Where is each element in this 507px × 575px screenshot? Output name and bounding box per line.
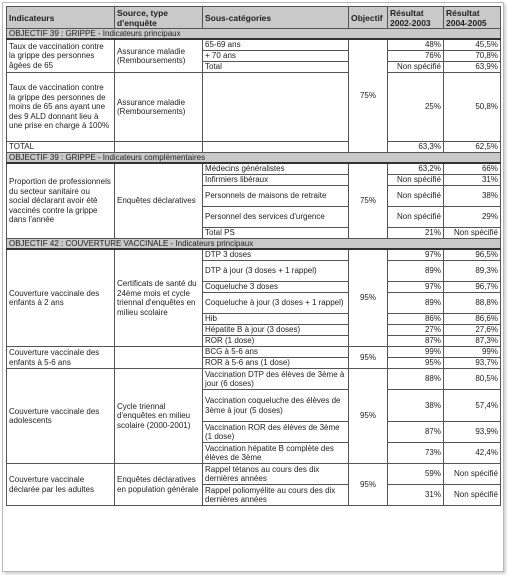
section-title: OBJECTIF 39 : GRIPPE - Indicateurs principaux bbox=[7, 29, 501, 40]
objective-cell: 75% bbox=[349, 163, 388, 239]
header-sous-categories: Sous-catégories bbox=[203, 7, 349, 29]
result-2004-cell: 63,9% bbox=[444, 62, 501, 73]
subcategory-cell: Coqueluche 3 doses bbox=[203, 282, 349, 293]
table-frame bbox=[2, 2, 504, 572]
result-2002-cell: 97% bbox=[388, 249, 444, 261]
source-cell: Cycle triennal d'enquêtes en milieu scolaire (2000-2001) bbox=[115, 369, 203, 464]
header-resultat-2002: Résultat 2002-2003 bbox=[388, 7, 444, 29]
indicators-table bbox=[6, 6, 501, 506]
result-2002-cell: 31% bbox=[388, 485, 444, 506]
result-2002-cell: 27% bbox=[388, 325, 444, 336]
header-indicateurs: Indicateurs bbox=[7, 7, 115, 29]
indicator-cell: Proportion de professionnels du secteur sanitaire ou social déclarant avoir été vaccinés contre la grippe dans l'année bbox=[7, 163, 115, 239]
result-2004-cell: 93,9% bbox=[444, 422, 501, 443]
subcategory-cell: Total bbox=[203, 62, 349, 73]
result-2004-cell: 27,6% bbox=[444, 325, 501, 336]
subcategory-cell: Vaccination DTP des élèves de 3ème à jour (6 doses) bbox=[203, 369, 349, 390]
indicator-cell: Taux de vaccination contre la grippe des personnes âgées de 65 bbox=[7, 39, 115, 73]
result-2004-cell: Non spécifié bbox=[444, 228, 501, 239]
indicator-cell: Couverture vaccinale des enfants à 2 ans bbox=[7, 249, 115, 347]
header-row bbox=[7, 7, 501, 29]
indicator-cell: Couverture vaccinale des enfants à 5-6 ans bbox=[7, 347, 115, 369]
source-cell bbox=[115, 347, 203, 369]
objective-cell: 95% bbox=[349, 369, 388, 464]
result-2004-cell: 29% bbox=[444, 207, 501, 228]
result-2004-cell: 87,3% bbox=[444, 336, 501, 347]
subcategory-cell: Total PS bbox=[203, 228, 349, 239]
table-row bbox=[7, 163, 501, 175]
table-row bbox=[7, 347, 501, 358]
subcategory-cell: Infirmiers libéraux bbox=[203, 175, 349, 186]
header-objectif: Objectif bbox=[349, 7, 388, 29]
result-2004-cell: 66% bbox=[444, 163, 501, 175]
objective-cell: 95% bbox=[349, 347, 388, 369]
subcategory-cell: Hib bbox=[203, 314, 349, 325]
subcategory-cell: Rappel tétanos au cours des dix dernières années bbox=[203, 464, 349, 485]
table-row bbox=[7, 369, 501, 390]
result-2002-cell: 89% bbox=[388, 261, 444, 282]
section-row bbox=[7, 29, 501, 40]
result-2002-cell: 87% bbox=[388, 422, 444, 443]
result-2004-cell: 86,6% bbox=[444, 314, 501, 325]
result-2004-cell: 50,8% bbox=[444, 73, 501, 142]
result-2002-cell: 88% bbox=[388, 369, 444, 390]
subcategory-cell: Hépatite B à jour (3 doses) bbox=[203, 325, 349, 336]
subcategory-cell: Vaccination hépatite B complète des élèves de 3ème bbox=[203, 443, 349, 464]
subcategory-cell: BCG à 5-6 ans bbox=[203, 347, 349, 358]
section-title: OBJECTIF 42 : COUVERTURE VACCINALE - Indicateurs principaux bbox=[7, 239, 501, 250]
header-resultat-2004: Résultat 2004-2005 bbox=[444, 7, 501, 29]
result-2004-cell: 70,8% bbox=[444, 51, 501, 62]
result-2004-cell: 89,3% bbox=[444, 261, 501, 282]
result-2002-cell: Non spécifié bbox=[388, 207, 444, 228]
subcategory-cell: Vaccination coqueluche des élèves de 3ème à jour (5 doses) bbox=[203, 390, 349, 422]
subcategory-cell: Rappel poliomyélite au cours des dix dernières années bbox=[203, 485, 349, 506]
indicator-cell: Couverture vaccinale des adolescents bbox=[7, 369, 115, 464]
table-row bbox=[7, 39, 501, 51]
result-2004-cell: 99% bbox=[444, 347, 501, 358]
result-2004-cell: 42,4% bbox=[444, 443, 501, 464]
result-2004-cell: 88,8% bbox=[444, 293, 501, 314]
empty-cell bbox=[115, 142, 203, 153]
result-2002-cell: 73% bbox=[388, 443, 444, 464]
result-2004-cell: 62,5% bbox=[444, 142, 501, 153]
result-2002-cell: 99% bbox=[388, 347, 444, 358]
subcategory-cell: DTP à jour (3 doses + 1 rappel) bbox=[203, 261, 349, 282]
subcategory-cell: 65-69 ans bbox=[203, 39, 349, 51]
objective-cell: 95% bbox=[349, 464, 388, 506]
table-row bbox=[7, 73, 501, 142]
result-2002-cell: 48% bbox=[388, 39, 444, 51]
result-2004-cell: 96,7% bbox=[444, 282, 501, 293]
subcategory-cell: Personnels de maisons de retraite bbox=[203, 186, 349, 207]
result-2002-cell: 63,3% bbox=[388, 142, 444, 153]
result-2002-cell: 86% bbox=[388, 314, 444, 325]
section-row bbox=[7, 239, 501, 250]
result-2002-cell: Non spécifié bbox=[388, 186, 444, 207]
result-2004-cell: 31% bbox=[444, 175, 501, 186]
result-2002-cell: 25% bbox=[388, 73, 444, 142]
source-cell: Assurance maladie (Remboursements) bbox=[115, 39, 203, 73]
source-cell: Enquêtes déclaratives bbox=[115, 163, 203, 239]
source-cell: Certificats de santé du 24ème mois et cycle triennal d'enquêtes en milieu scolaire bbox=[115, 249, 203, 347]
subcategory-cell: DTP 3 doses bbox=[203, 249, 349, 261]
result-2004-cell: 38% bbox=[444, 186, 501, 207]
result-2004-cell: 57,4% bbox=[444, 390, 501, 422]
section-row bbox=[7, 153, 501, 164]
result-2002-cell: 76% bbox=[388, 51, 444, 62]
total-label: TOTAL bbox=[7, 142, 115, 153]
result-2002-cell: 89% bbox=[388, 293, 444, 314]
result-2004-cell: Non spécifié bbox=[444, 464, 501, 485]
source-cell: Enquêtes déclaratives en population générale bbox=[115, 464, 203, 506]
result-2004-cell: 80,5% bbox=[444, 369, 501, 390]
result-2002-cell: 59% bbox=[388, 464, 444, 485]
subcategory-cell: Personnel des services d'urgence bbox=[203, 207, 349, 228]
empty-cell bbox=[203, 142, 349, 153]
subcategory-cell bbox=[203, 73, 349, 142]
indicator-cell: Taux de vaccination contre la grippe des personnes de moins de 65 ans ayant une des 9 ALD donnant lieu à une prise en charge à 100% bbox=[7, 73, 115, 142]
result-2002-cell: 87% bbox=[388, 336, 444, 347]
section-title: OBJECTIF 39 : GRIPPE - Indicateurs complémentaires bbox=[7, 153, 501, 164]
result-2002-cell: 21% bbox=[388, 228, 444, 239]
subcategory-cell: ROR à 5-6 ans (1 dose) bbox=[203, 358, 349, 369]
header-source: Source, type d'enquête bbox=[115, 7, 203, 29]
source-cell: Assurance maladie (Remboursements) bbox=[115, 73, 203, 142]
subcategory-cell: Vaccination ROR des élèves de 3ème (1 dose) bbox=[203, 422, 349, 443]
result-2002-cell: Non spécifié bbox=[388, 62, 444, 73]
result-2004-cell: 96,5% bbox=[444, 249, 501, 261]
result-2002-cell: 63,2% bbox=[388, 163, 444, 175]
subcategory-cell: ROR (1 dose) bbox=[203, 336, 349, 347]
result-2004-cell: 93,7% bbox=[444, 358, 501, 369]
result-2002-cell: 97% bbox=[388, 282, 444, 293]
result-2004-cell: Non spécifié bbox=[444, 485, 501, 506]
result-2002-cell: Non spécifié bbox=[388, 175, 444, 186]
indicator-cell: Couverture vaccinale déclarée par les adultes bbox=[7, 464, 115, 506]
subcategory-cell: Coqueluche à jour (3 doses + 1 rappel) bbox=[203, 293, 349, 314]
subcategory-cell: + 70 ans bbox=[203, 51, 349, 62]
subcategory-cell: Médecins généralistes bbox=[203, 163, 349, 175]
objective-cell: 75% bbox=[349, 39, 388, 153]
objective-cell: 95% bbox=[349, 249, 388, 347]
table-row bbox=[7, 464, 501, 485]
table-row bbox=[7, 249, 501, 261]
result-2002-cell: 38% bbox=[388, 390, 444, 422]
result-2002-cell: 95% bbox=[388, 358, 444, 369]
total-row bbox=[7, 142, 501, 153]
result-2004-cell: 45,5% bbox=[444, 39, 501, 51]
